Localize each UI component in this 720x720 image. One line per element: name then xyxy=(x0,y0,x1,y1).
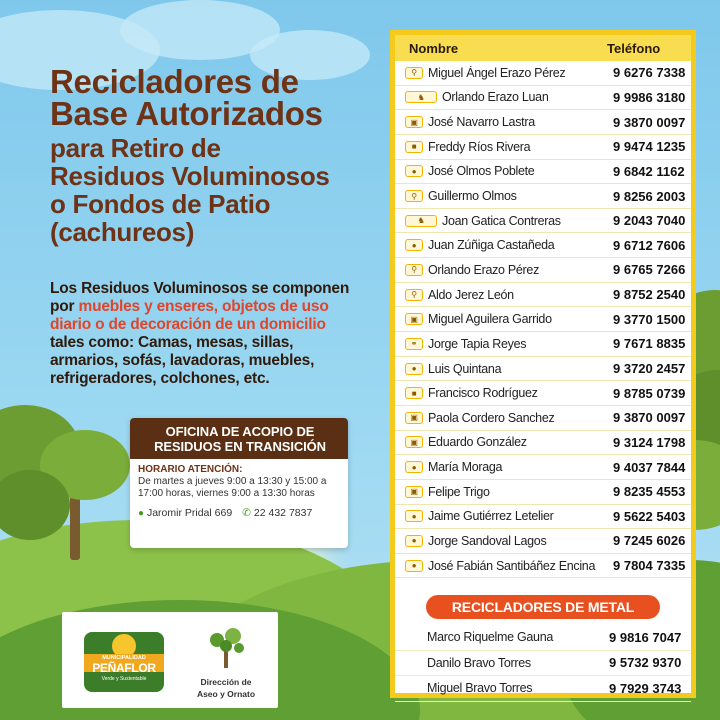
table-row xyxy=(395,283,691,308)
page-title xyxy=(50,63,380,247)
tricycle-icon: ⚲ xyxy=(405,289,423,301)
table-row xyxy=(395,209,691,234)
subtitle-line: Residuos Voluminosos xyxy=(50,161,330,191)
horse-cart-icon: ♞ xyxy=(405,91,437,103)
recycler-phone[interactable]: 9 2043 7040 xyxy=(613,213,686,229)
office-phone[interactable] xyxy=(242,507,312,520)
office-heading-line: RESIDUOS EN TRANSICIÓN xyxy=(154,439,326,454)
tricycle-icon: ⚲ xyxy=(405,67,423,79)
recycler-name: Orlando Erazo Pérez xyxy=(428,262,540,277)
table-row xyxy=(395,529,691,554)
column-header-name: Nombre xyxy=(409,40,459,56)
recycler-phone[interactable]: 9 8752 2540 xyxy=(613,287,686,303)
recycler-phone[interactable]: 9 5622 5403 xyxy=(613,508,686,524)
hours-label: HORARIO ATENCIÓN: xyxy=(138,464,243,475)
recycler-name: Eduardo González xyxy=(428,435,527,450)
car-icon: ● xyxy=(405,510,423,522)
metal-table-row xyxy=(395,676,691,702)
aseo-logo-text-line: Dirección de xyxy=(200,677,252,687)
phone-icon: ✆ xyxy=(242,507,251,519)
truck-icon: ■ xyxy=(405,141,423,153)
address-text: Jaromir Pridal 669 xyxy=(146,507,233,519)
mototaxi-icon: ▣ xyxy=(405,116,423,128)
table-row xyxy=(395,381,691,406)
metal-recyclers-list xyxy=(395,625,691,702)
office-contact xyxy=(138,507,340,520)
recycler-name: José Navarro Lastra xyxy=(428,115,535,130)
recycler-name: Francisco Rodríguez xyxy=(428,386,538,401)
subtitle-line: para Retiro de xyxy=(50,133,221,163)
recycler-phone[interactable]: 9 7804 7335 xyxy=(613,558,686,574)
recycler-name: Aldo Jerez León xyxy=(428,287,514,302)
tricycle-icon: ⚲ xyxy=(405,190,423,202)
recycler-phone[interactable]: 9 4037 7844 xyxy=(613,459,686,475)
tree-logo-icon xyxy=(203,626,249,670)
recycler-name: Paola Cordero Sanchez xyxy=(428,410,555,425)
logo-slogan: Verde y Sustentable xyxy=(101,676,147,682)
column-header-phone: Teléfono xyxy=(607,40,661,56)
recycler-name: Miguel Ángel Erazo Pérez xyxy=(428,65,566,80)
recycler-name: Freddy Ríos Rivera xyxy=(428,139,531,154)
recycler-phone[interactable]: 9 8235 4553 xyxy=(613,484,686,500)
logo-card xyxy=(62,612,278,708)
office-heading-line: OFICINA DE ACOPIO DE xyxy=(165,424,315,439)
recycler-phone[interactable]: 9 6276 7338 xyxy=(613,65,686,81)
recycler-phone[interactable]: 9 8256 2003 xyxy=(613,188,686,204)
recycler-name: Luis Quintana xyxy=(428,361,502,376)
table-row xyxy=(395,406,691,431)
table-row xyxy=(395,110,691,135)
office-card xyxy=(130,418,348,548)
recycler-phone[interactable]: 9 3770 1500 xyxy=(613,311,686,327)
metal-recycler-name: Danilo Bravo Torres xyxy=(427,655,531,670)
table-row xyxy=(395,160,691,185)
table-header xyxy=(395,35,691,61)
table-row xyxy=(395,61,691,86)
aseo-logo xyxy=(186,626,266,700)
description-highlight: muebles y enseres, objetos de uso diario o de decoración de un domicilio xyxy=(50,298,329,333)
recycler-phone[interactable]: 9 3870 0097 xyxy=(613,410,686,426)
car-icon: ● xyxy=(405,560,423,572)
subtitle-line: (cachureos) xyxy=(50,217,195,247)
description-text: tales como: Camas, mesas, sillas, armarios, sofás, lavadoras, muebles, refrigeradores, colchones, etc. xyxy=(50,334,315,387)
recycler-phone[interactable]: 9 6842 1162 xyxy=(613,163,685,179)
car-icon: ● xyxy=(405,461,423,473)
metal-recycler-name: Marco Riquelme Gauna xyxy=(427,630,554,645)
recycler-name: Jorge Tapia Reyes xyxy=(428,336,527,351)
recycler-phone[interactable]: 9 7245 6026 xyxy=(613,533,686,549)
table-row xyxy=(395,357,691,382)
table-row xyxy=(395,184,691,209)
table-row xyxy=(395,86,691,111)
recyclers-list xyxy=(395,61,691,587)
recycler-name: Jaime Gutiérrez Letelier xyxy=(428,509,554,524)
recycler-phone[interactable]: 9 6712 7606 xyxy=(613,237,686,253)
office-body xyxy=(130,459,348,525)
subtitle-line: o Fondos de Patio xyxy=(50,189,271,219)
office-heading xyxy=(130,418,348,459)
logo-municipality-label: MUNICIPALIDAD xyxy=(102,655,146,661)
metal-recycler-phone[interactable]: 9 7929 3743 xyxy=(609,680,682,696)
table-row xyxy=(395,505,691,530)
car-icon: ● xyxy=(405,535,423,547)
table-row xyxy=(395,455,691,480)
mototaxi-icon: ▣ xyxy=(405,412,423,424)
metal-recycler-phone[interactable]: 9 9816 7047 xyxy=(609,629,682,645)
table-row xyxy=(395,307,691,332)
location-pin-icon: ● xyxy=(138,508,145,519)
recycler-name: Felipe Trigo xyxy=(428,484,490,499)
recycler-name: Jorge Sandoval Lagos xyxy=(428,533,547,548)
metal-section-title: RECICLADORES DE METAL xyxy=(426,595,660,619)
metal-recycler-name: Miguel Bravo Torres xyxy=(427,681,533,696)
recycler-name: Miguel Aguilera Garrido xyxy=(428,312,552,327)
recycler-phone[interactable]: 9 7671 8835 xyxy=(613,336,686,352)
title-line: Recicladores de xyxy=(50,63,299,100)
logo-municipality-name: PEÑAFLOR xyxy=(92,661,156,675)
metal-recycler-phone[interactable]: 9 5732 9370 xyxy=(609,655,682,671)
recyclers-panel xyxy=(390,30,696,698)
car-icon: ● xyxy=(405,239,423,251)
recycler-name: Orlando Erazo Luan xyxy=(442,90,549,105)
recycler-phone[interactable]: 9 6765 7266 xyxy=(613,262,686,278)
mototaxi-icon: ▣ xyxy=(405,436,423,448)
car-icon: ● xyxy=(405,363,423,375)
address xyxy=(138,507,232,520)
table-row xyxy=(395,258,691,283)
recycler-phone[interactable]: 9 3870 0097 xyxy=(613,114,686,130)
recycler-name: María Moraga xyxy=(428,460,503,475)
mototaxi-icon: ▣ xyxy=(405,486,423,498)
recycler-phone[interactable]: 9 9986 3180 xyxy=(613,89,686,105)
recycler-phone[interactable]: 9 8785 0739 xyxy=(613,385,686,401)
truck-icon: ■ xyxy=(405,387,423,399)
car-icon: ● xyxy=(405,165,423,177)
description-text: Los Residuos Voluminosos se componen por xyxy=(50,280,350,315)
table-row xyxy=(395,135,691,160)
table-row xyxy=(395,431,691,456)
motorcycle-icon: ⚭ xyxy=(405,338,423,350)
title-line: Base Autorizados xyxy=(50,95,323,132)
table-row xyxy=(395,480,691,505)
metal-table-row xyxy=(395,651,691,677)
table-row xyxy=(395,233,691,258)
table-row xyxy=(395,332,691,357)
metal-table-row xyxy=(395,625,691,651)
recycler-name: José Fabián Santibáñez Encina xyxy=(428,558,596,573)
municipality-logo xyxy=(84,632,164,692)
recycler-name: Guillermo Olmos xyxy=(428,189,517,204)
horse-cart-icon: ♞ xyxy=(405,215,437,227)
description xyxy=(50,280,350,388)
recycler-name: Joan Gatica Contreras xyxy=(442,213,561,228)
mototaxi-icon: ▣ xyxy=(405,313,423,325)
aseo-logo-text-line: Aseo y Ornato xyxy=(196,689,256,699)
recycler-name: José Olmos Poblete xyxy=(428,164,535,179)
hours-text: De martes a jueves 9:00 a 13:30 y 15:00 a 17:00 horas, viernes 9:00 a 13:30 horas xyxy=(138,476,327,499)
recycler-phone[interactable]: 9 3720 2457 xyxy=(613,361,686,376)
table-row xyxy=(395,554,691,579)
tricycle-icon: ⚲ xyxy=(405,264,423,276)
recycler-phone[interactable]: 9 3124 1798 xyxy=(613,434,686,450)
office-phone-text: 22 432 7837 xyxy=(253,507,313,519)
recycler-name: Juan Zúñiga Castañeda xyxy=(428,238,555,253)
recycler-phone[interactable]: 9 9474 1235 xyxy=(613,139,686,155)
